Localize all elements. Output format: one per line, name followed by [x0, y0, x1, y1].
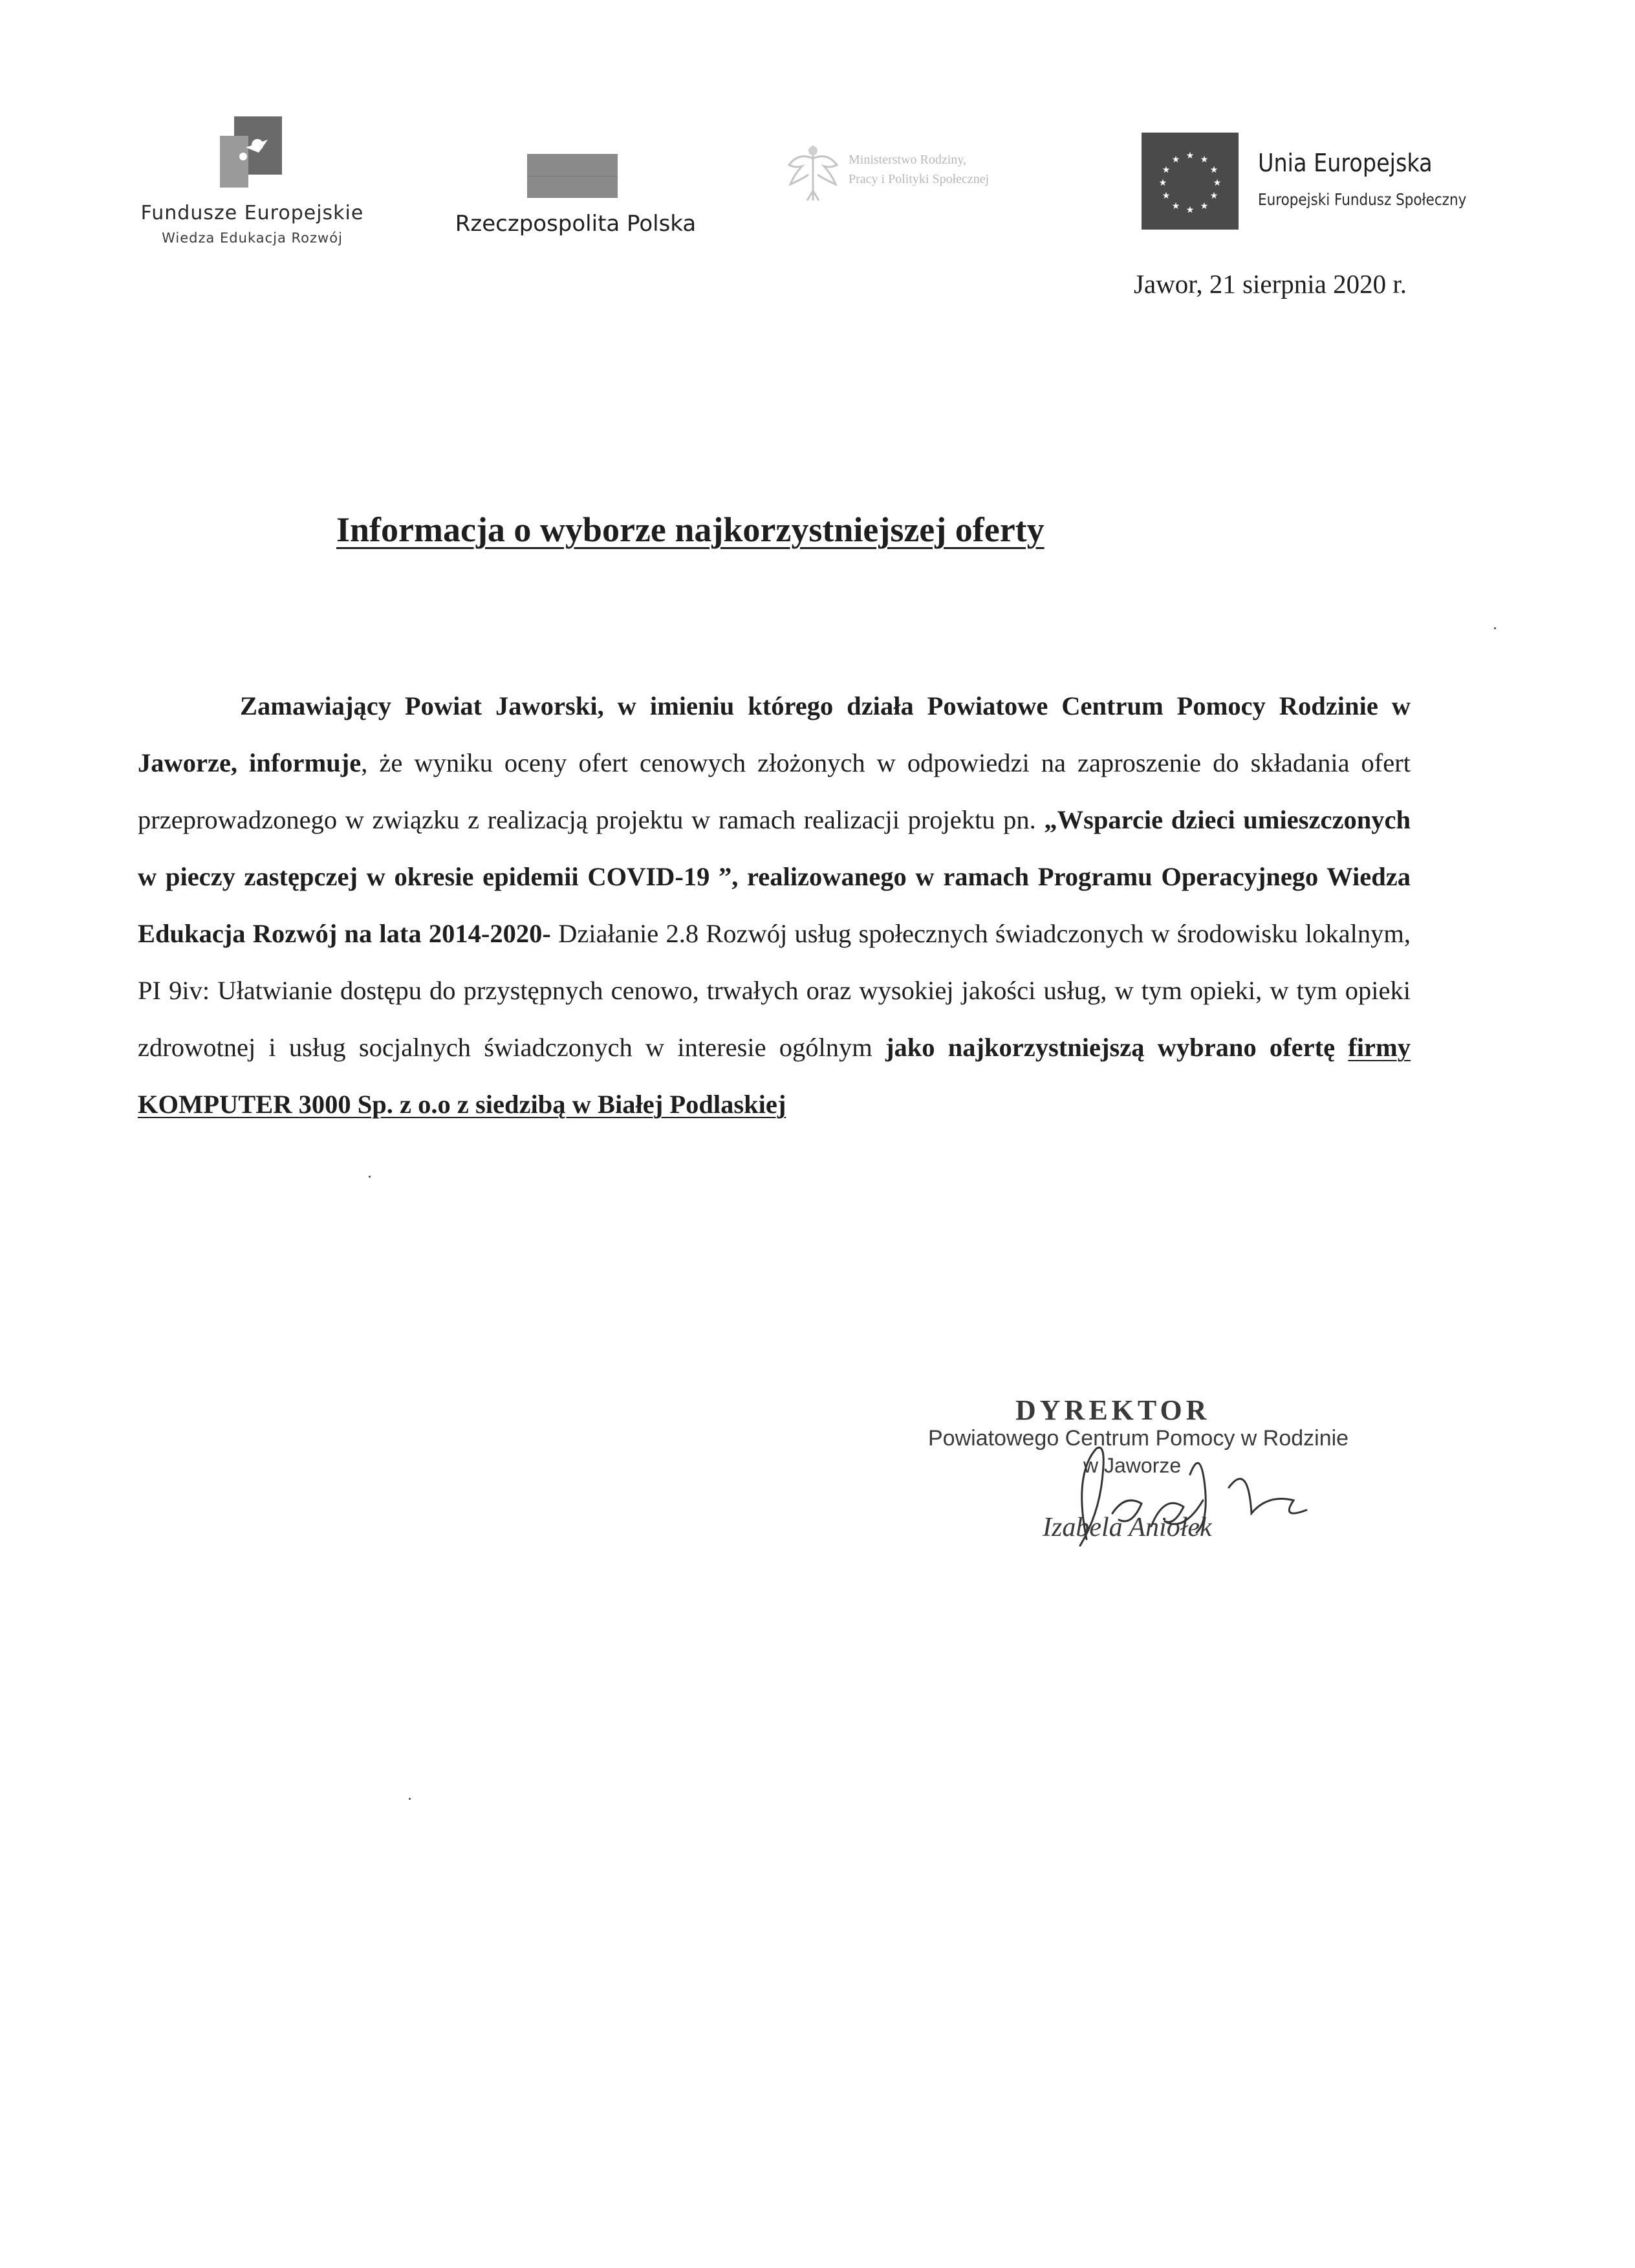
fundusze-europejskie-subtitle: Wiedza Edukacja Rozwój [162, 230, 343, 246]
body-intro-bold: Zamawiający Powiat Jaworski, w imieniu którego działa Powiatowe Centrum Pomocy Rodzinie w Jaworze, informuje [138, 691, 1411, 777]
fundusze-europejskie-label: Fundusze Europejskie [140, 202, 364, 224]
svg-text:★: ★ [1213, 178, 1222, 188]
stamp-location: w Jaworze [1083, 1454, 1182, 1477]
ministry-label [849, 150, 1094, 189]
document-date: Jawor, 21 sierpnia 2020 r. [1134, 269, 1407, 299]
selected-company: firmy KOMPUTER 3000 Sp. z o.o z siedzibą w Białej Podlaskiej [138, 1033, 1411, 1119]
unia-europejska-label: Unia Europejska [1258, 149, 1433, 177]
scan-speck [369, 1176, 371, 1178]
scan-speck [409, 1798, 411, 1800]
svg-text:★: ★ [1171, 201, 1180, 211]
polish-flag-icon [527, 154, 618, 198]
fundusze-europejskie-logo-icon [220, 116, 282, 188]
stamp-title: DYREKTOR [1015, 1394, 1211, 1426]
eu-flag-icon [1142, 133, 1239, 230]
document-title: Informacja o wyborze najkorzystniejszej oferty [336, 510, 1045, 549]
svg-text:★: ★ [1209, 165, 1218, 175]
svg-text:★: ★ [1186, 205, 1195, 215]
handwritten-signature [1035, 1436, 1326, 1565]
svg-text:★: ★ [1200, 201, 1209, 211]
svg-text:★: ★ [1158, 178, 1167, 188]
rzeczpospolita-polska-label: Rzeczpospolita Polska [455, 211, 697, 237]
svg-text:★: ★ [1186, 151, 1195, 161]
ministry-line-1: Ministerstwo Rodziny, [849, 153, 967, 167]
body-paragraph [138, 678, 1411, 1133]
body-action-details: Działanie 2.8 Rozwój usług społecznych świadczonych w środowisku lokalnym, PI 9iv: Ułatwianie dostępu do przystępnych cenowo, trwałych oraz wysokiej jakości usług, w tym opieki, w tym opieki zdrowotnej i usług socjalnych świadczonych w interesie ogólnym [138, 919, 1411, 1062]
scan-speck [1494, 627, 1496, 629]
svg-text:★: ★ [1162, 191, 1171, 201]
eagle-emblem-icon [783, 139, 844, 210]
svg-text:★: ★ [1209, 191, 1218, 201]
body-selection-phrase: jako najkorzystniejszą wybrano ofertę [885, 1033, 1348, 1062]
body-project-name: „Wsparcie dzieci umieszczonych w pieczy zastępczej w okresie epidemii COVID-19 ”, realizowanego w ramach Programu Operacyjnego Wiedza Edukacja Rozwój na lata 2014-2020- [138, 805, 1411, 948]
ministry-line-2: Pracy i Polityki Społecznej [849, 172, 990, 186]
stamp-institution: Powiatowego Centrum Pomocy w Rodzinie [928, 1426, 1349, 1451]
signatory-name: Izabela Aniołek [1043, 1513, 1212, 1542]
svg-text:★: ★ [1200, 155, 1209, 165]
body-offer-context: , że wyniku oceny ofert cenowych złożonych w odpowiedzi na zaproszenie do składania ofert przeprowadzonego w związku z realizacją projektu w ramach realizacji projektu pn. [138, 748, 1411, 834]
efs-label: Europejski Fundusz Społeczny [1258, 190, 1467, 209]
svg-text:★: ★ [1162, 165, 1171, 175]
svg-text:★: ★ [1171, 155, 1180, 165]
